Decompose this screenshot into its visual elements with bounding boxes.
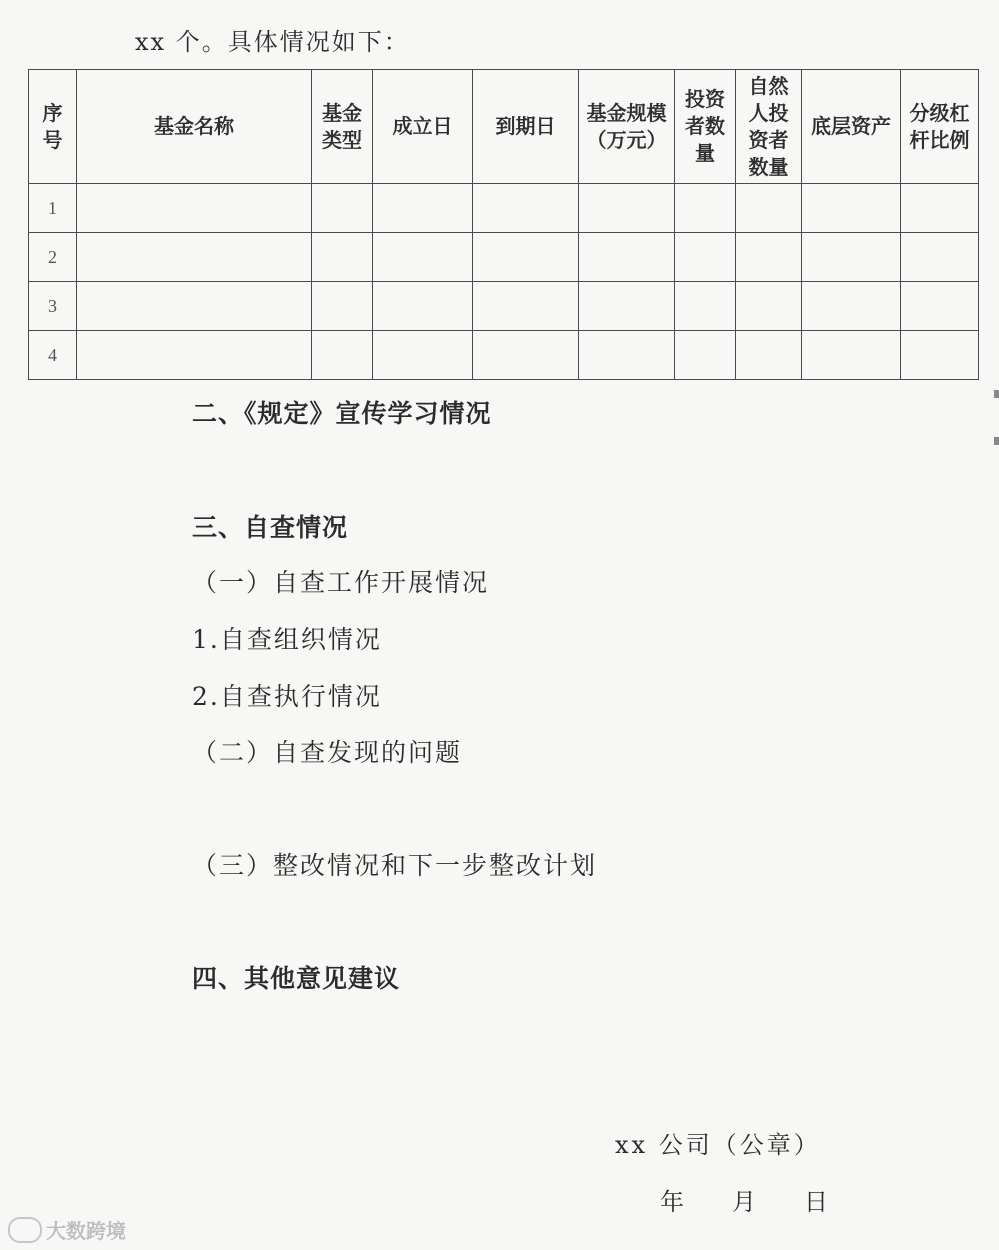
company-seal-line: xx 公司（公章） [615, 1131, 821, 1159]
table-cell [473, 184, 579, 233]
table-cell [473, 331, 579, 380]
table-cell [901, 184, 979, 233]
header-end-date: 到期日 [473, 70, 579, 184]
table-cell [373, 233, 473, 282]
table-cell [312, 331, 373, 380]
header-start-date: 成立日 [373, 70, 473, 184]
table-cell [802, 282, 901, 331]
table-row [29, 282, 979, 331]
table-cell [312, 233, 373, 282]
table-cell [77, 282, 312, 331]
row-number: 2 [29, 233, 77, 282]
table-cell [77, 184, 312, 233]
section-heading-3: 三、自查情况 [192, 513, 349, 542]
section-heading-4: 四、其他意见建议 [192, 964, 401, 993]
table-cell [802, 184, 901, 233]
table-cell [579, 184, 675, 233]
subsection-3-1: （一）自查工作开展情况 [192, 568, 490, 597]
header-seq: 序号 [29, 70, 77, 184]
subsection-3-3: （三）整改情况和下一步整改计划 [192, 851, 598, 880]
table-cell [736, 233, 802, 282]
table-row [29, 331, 979, 380]
table-cell [901, 331, 979, 380]
item-3-1-2: 2.自查执行情况 [192, 682, 382, 711]
table-cell [312, 184, 373, 233]
subsection-3-2: （二）自查发现的问题 [192, 738, 463, 767]
fund-table-container [28, 69, 979, 380]
header-fund-size: 基金规模（万元） [579, 70, 675, 184]
row-number: 4 [29, 331, 77, 380]
header-underlying-assets: 底层资产 [802, 70, 901, 184]
intro-text: xx 个。具体情况如下： [135, 28, 410, 56]
table-cell [901, 282, 979, 331]
section-heading-2: 二、《规定》宣传学习情况 [192, 399, 492, 428]
table-cell [579, 233, 675, 282]
table-cell [675, 233, 736, 282]
row-number: 3 [29, 282, 77, 331]
fund-table [28, 69, 979, 380]
table-cell [312, 282, 373, 331]
table-cell [77, 331, 312, 380]
table-cell [473, 282, 579, 331]
header-investor-count: 投资者数量 [675, 70, 736, 184]
table-cell [675, 331, 736, 380]
date-line: 年 月 日 [660, 1188, 840, 1216]
table-cell [373, 282, 473, 331]
table-cell [901, 233, 979, 282]
table-cell [373, 184, 473, 233]
row-number: 1 [29, 184, 77, 233]
table-cell [77, 233, 312, 282]
scan-edge-mark [994, 390, 999, 398]
header-natural-investor-count: 自然人投资者数量 [736, 70, 802, 184]
table-cell [736, 282, 802, 331]
watermark-logo-icon [8, 1217, 42, 1243]
table-cell [802, 233, 901, 282]
header-leverage-ratio: 分级杠杆比例 [901, 70, 979, 184]
item-3-1-1: 1.自查组织情况 [192, 625, 382, 654]
table-header-row [29, 70, 979, 184]
watermark-text: 大数跨境 [46, 1219, 126, 1243]
table-cell [473, 233, 579, 282]
table-cell [802, 331, 901, 380]
scan-edge-mark [994, 437, 999, 445]
table-cell [579, 282, 675, 331]
table-cell [675, 282, 736, 331]
table-cell [373, 331, 473, 380]
watermark [8, 1215, 126, 1244]
table-cell [579, 331, 675, 380]
table-cell [736, 184, 802, 233]
table-row [29, 233, 979, 282]
header-fund-name: 基金名称 [77, 70, 312, 184]
header-fund-type: 基金类型 [312, 70, 373, 184]
table-cell [736, 331, 802, 380]
table-row [29, 184, 979, 233]
table-cell [675, 184, 736, 233]
